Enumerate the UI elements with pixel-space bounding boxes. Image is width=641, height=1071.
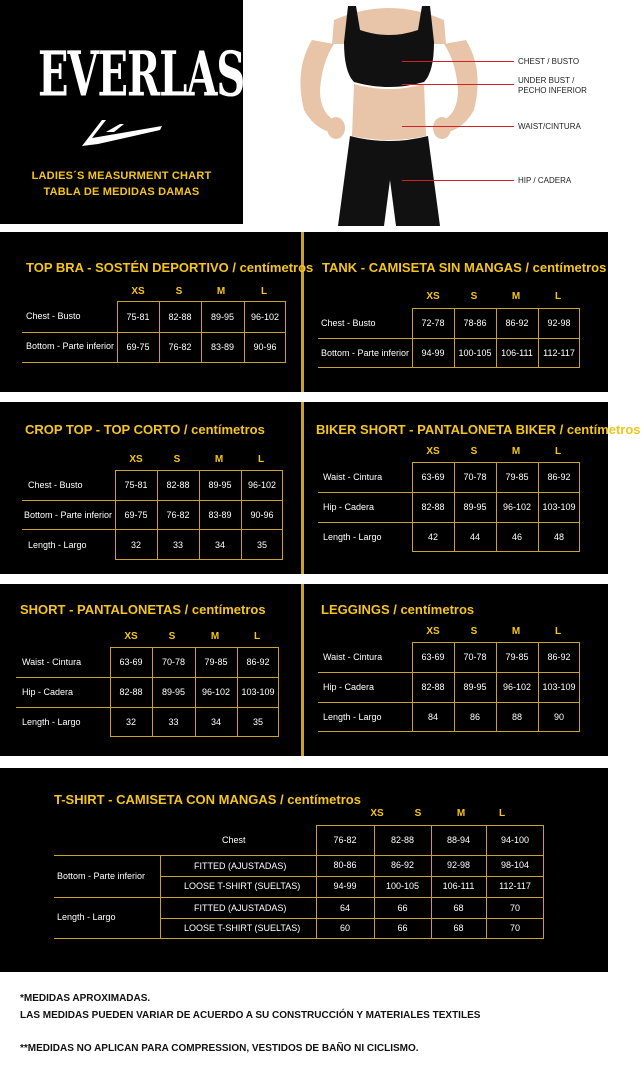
table-cell: 86-92 xyxy=(505,318,529,328)
table-cell: 86-92 xyxy=(246,657,270,667)
size-header-xs: XS xyxy=(370,808,384,819)
table-cell: 70 xyxy=(509,903,520,913)
row-label: Chest - Busto xyxy=(28,480,83,490)
size-header-l: L xyxy=(260,286,268,297)
row-label: Bottom - Parte inferior xyxy=(321,348,410,358)
table-cell: 94-99 xyxy=(421,348,445,358)
table-cell: 92-98 xyxy=(446,860,471,870)
table-cell: 96-102 xyxy=(247,480,277,490)
table-cell: 34 xyxy=(214,540,225,550)
size-header-l: L xyxy=(554,291,562,302)
table-cell: 32 xyxy=(130,540,141,550)
biker-short-title: BIKER SHORT - PANTALONETA BIKER / centímetros xyxy=(316,422,641,437)
table-cell: 94-99 xyxy=(333,881,357,891)
table-cell: 33 xyxy=(168,717,179,727)
table-cell: 82-88 xyxy=(168,312,192,322)
row-label: Waist - Cintura xyxy=(323,652,383,662)
size-header-xs: XS xyxy=(426,291,440,302)
tshirt-title: T-SHIRT - CAMISETA CON MANGAS / centímetros xyxy=(54,792,361,807)
table-cell: 103-109 xyxy=(542,682,576,692)
table-cell: 96-102 xyxy=(502,682,532,692)
table-cell: 68 xyxy=(453,923,464,933)
table-cell: 35 xyxy=(252,717,263,727)
table-cell: 100-105 xyxy=(458,348,492,358)
table-cell: 75-81 xyxy=(124,480,148,490)
row-label: Chest - Busto xyxy=(26,311,81,321)
panel-divider xyxy=(301,232,304,392)
fitted-label: FITTED (AJUSTADAS) xyxy=(194,861,287,871)
table-cell: 103-109 xyxy=(542,502,576,512)
size-header-m: M xyxy=(216,286,226,297)
table-cell: 83-89 xyxy=(208,510,232,520)
table-cell: 64 xyxy=(339,903,350,913)
grid-line xyxy=(22,362,117,363)
table-cell: 112-117 xyxy=(543,348,575,358)
footer-notes xyxy=(0,976,608,1071)
tank-title: TANK - CAMISETA SIN MANGAS / centímetros xyxy=(322,260,607,275)
size-header-xs: XS xyxy=(426,626,440,637)
table-cell: 90-96 xyxy=(253,342,277,352)
label-underbust-1: UNDER BUST / xyxy=(518,76,575,85)
length-label: Length - Largo xyxy=(57,912,116,922)
leggings-title: LEGGINGS / centímetros xyxy=(321,602,475,617)
footnote-variation: LAS MEDIDAS PUEDEN VARIAR DE ACUERDO A SU CONSTRUCCIÓN Y MATERIALES TEXTILES xyxy=(20,1010,481,1021)
table-cell: 68 xyxy=(453,903,464,913)
table-cell: 89-95 xyxy=(463,502,487,512)
underbust-marker-line xyxy=(402,84,514,85)
table-cell: 82-88 xyxy=(421,682,445,692)
loose-label: LOOSE T-SHIRT (SUELTAS) xyxy=(184,923,301,933)
size-header-l: L xyxy=(253,631,261,642)
row-label: Bottom - Parte inferior xyxy=(26,341,115,351)
table-cell: 33 xyxy=(172,540,183,550)
crop-top-title: CROP TOP - TOP CORTO / centímetros xyxy=(25,422,265,437)
table-cell: 42 xyxy=(427,532,438,542)
table-cell: 79-85 xyxy=(505,472,529,482)
model-silhouette-icon xyxy=(274,0,504,226)
panel-divider xyxy=(301,402,304,574)
table-cell: 86-92 xyxy=(390,860,415,870)
table-cell: 106-111 xyxy=(442,881,475,891)
table-cell: 82-88 xyxy=(421,502,445,512)
panel-row-4 xyxy=(0,768,608,972)
table-cell: 92-98 xyxy=(547,318,571,328)
panel-row-2 xyxy=(0,402,641,574)
table-cell: 83-89 xyxy=(210,342,235,352)
size-header-xs: XS xyxy=(426,446,440,457)
row-label: Chest - Busto xyxy=(321,318,376,328)
chart-title-en: LADIES´S MEASURMENT CHART xyxy=(31,170,212,182)
brand-logo: EVERLAST xyxy=(38,38,274,111)
panel-row-3 xyxy=(0,584,608,756)
row-label: Hip - Cadera xyxy=(323,682,375,692)
row-label: Length - Largo xyxy=(22,717,81,727)
table-cell: 69-75 xyxy=(126,342,150,352)
size-header-m: M xyxy=(456,808,466,819)
size-header-s: S xyxy=(175,286,183,297)
table-cell: 60 xyxy=(339,923,350,933)
table-cell: 34 xyxy=(210,717,221,727)
label-hip: HIP / CADERA xyxy=(518,176,572,185)
size-header-l: L xyxy=(554,446,562,457)
size-header-s: S xyxy=(470,291,478,302)
table-cell: 44 xyxy=(469,532,480,542)
table-cell: 66 xyxy=(397,903,408,913)
size-header-l: L xyxy=(498,808,506,819)
table-cell: 80-86 xyxy=(333,860,357,870)
row-label: Waist - Cintura xyxy=(22,657,82,667)
row-label: Length - Largo xyxy=(323,532,382,542)
table-cell: 96-102 xyxy=(201,687,231,697)
table-cell: 72-78 xyxy=(421,318,445,328)
table-cell: 63-69 xyxy=(119,657,143,667)
table-cell: 106-111 xyxy=(501,348,533,358)
table-cell: 89-95 xyxy=(210,312,235,322)
table-cell: 89-95 xyxy=(161,687,186,697)
table-cell: 88-94 xyxy=(446,835,471,845)
table-cell: 78-86 xyxy=(463,318,487,328)
size-header-m: M xyxy=(511,446,521,457)
size-header-l: L xyxy=(554,626,562,637)
grid-line xyxy=(318,731,412,732)
panel-divider xyxy=(301,584,304,756)
size-header-s: S xyxy=(414,808,422,819)
table-cell: 98-104 xyxy=(500,860,530,870)
table-cell: 84 xyxy=(427,712,438,722)
table-cell: 35 xyxy=(256,540,267,550)
logo-panel xyxy=(0,0,274,224)
table-cell: 66 xyxy=(397,923,408,933)
table-cell: 32 xyxy=(125,717,136,727)
row-label: Length - Largo xyxy=(323,712,382,722)
chest-marker-line xyxy=(402,61,514,62)
table-cell: 89-95 xyxy=(463,682,487,692)
table-cell: 89-95 xyxy=(208,480,232,490)
table-cell: 103-109 xyxy=(241,687,275,697)
table-cell: 96-102 xyxy=(250,312,280,322)
loose-label: LOOSE T-SHIRT (SUELTAS) xyxy=(184,881,301,891)
size-header-m: M xyxy=(214,454,224,465)
row-label: Bottom - Parte inferior xyxy=(24,510,113,520)
table-cell: 76-82 xyxy=(168,342,192,352)
footnote-exclusions: **MEDIDAS NO APLICAN PARA COMPRESSION, VESTIDOS DE BAÑO NI CICLISMO. xyxy=(20,1043,419,1054)
size-header-xs: XS xyxy=(131,286,145,297)
size-header-m: M xyxy=(210,631,220,642)
size-header-s: S xyxy=(168,631,176,642)
table-cell: 79-85 xyxy=(505,652,529,662)
waist-marker-line xyxy=(402,126,514,127)
grid-line xyxy=(54,938,316,939)
grid-line xyxy=(318,367,412,368)
table-cell: 88 xyxy=(511,712,522,722)
table-cell: 70-78 xyxy=(161,657,186,667)
row-label: Hip - Cadera xyxy=(323,502,375,512)
row-label: Length - Largo xyxy=(28,540,87,550)
label-waist: WAIST/CINTURA xyxy=(518,122,581,131)
table-cell: 76-82 xyxy=(166,510,190,520)
chart-title-es: TABLA DE MEDIDAS DAMAS xyxy=(43,186,200,198)
table-cell: 86-92 xyxy=(547,652,571,662)
label-chest: CHEST / BUSTO xyxy=(518,57,580,66)
table-cell: 100-105 xyxy=(385,881,420,891)
panel-row-1 xyxy=(0,232,608,392)
fitted-label: FITTED (AJUSTADAS) xyxy=(194,903,287,913)
table-cell: 82-88 xyxy=(166,480,190,490)
label-underbust-2: PECHO INFERIOR xyxy=(518,86,587,95)
table-cell: 70-78 xyxy=(463,472,487,482)
table-cell: 75-81 xyxy=(126,312,150,322)
table-cell: 79-85 xyxy=(204,657,228,667)
table-cell: 90-96 xyxy=(250,510,274,520)
table-cell: 112-117 xyxy=(499,881,531,891)
chest-label: Chest xyxy=(222,835,246,845)
size-header-m: M xyxy=(511,626,521,637)
table-cell: 48 xyxy=(553,532,564,542)
table-cell: 70-78 xyxy=(463,652,487,662)
brand-swoosh-icon xyxy=(80,118,164,148)
header xyxy=(0,0,608,228)
table-cell: 76-82 xyxy=(333,835,357,845)
table-cell: 86 xyxy=(469,712,480,722)
table-cell: 69-75 xyxy=(124,510,148,520)
table-cell: 86-92 xyxy=(547,472,571,482)
size-header-m: M xyxy=(511,291,521,302)
row-label: Waist - Cintura xyxy=(323,472,383,482)
grid-line xyxy=(160,855,161,939)
size-header-s: S xyxy=(470,446,478,457)
size-header-s: S xyxy=(470,626,478,637)
size-header-s: S xyxy=(173,454,181,465)
table-cell: 46 xyxy=(511,532,522,542)
table-cell: 70 xyxy=(509,923,520,933)
short-title: SHORT - PANTALONETAS / centímetros xyxy=(20,602,266,617)
table-cell: 82-88 xyxy=(119,687,143,697)
size-header-xs: XS xyxy=(124,631,138,642)
table-cell: 90 xyxy=(553,712,564,722)
row-label: Hip - Cadera xyxy=(22,687,74,697)
table-cell: 82-88 xyxy=(390,835,415,845)
hip-marker-line xyxy=(402,180,514,181)
table-cell: 63-69 xyxy=(421,652,445,662)
table-cell: 94-100 xyxy=(500,835,530,845)
footnote-approx: *MEDIDAS APROXIMADAS. xyxy=(20,993,151,1004)
model-figure xyxy=(274,0,504,226)
bottom-label: Bottom - Parte inferior xyxy=(57,871,146,881)
size-header-l: L xyxy=(257,454,265,465)
table-cell: 96-102 xyxy=(502,502,532,512)
table-cell: 63-69 xyxy=(421,472,445,482)
size-header-xs: XS xyxy=(129,454,143,465)
top-bra-title: TOP BRA - SOSTÉN DEPORTIVO / centímetros xyxy=(26,260,314,275)
